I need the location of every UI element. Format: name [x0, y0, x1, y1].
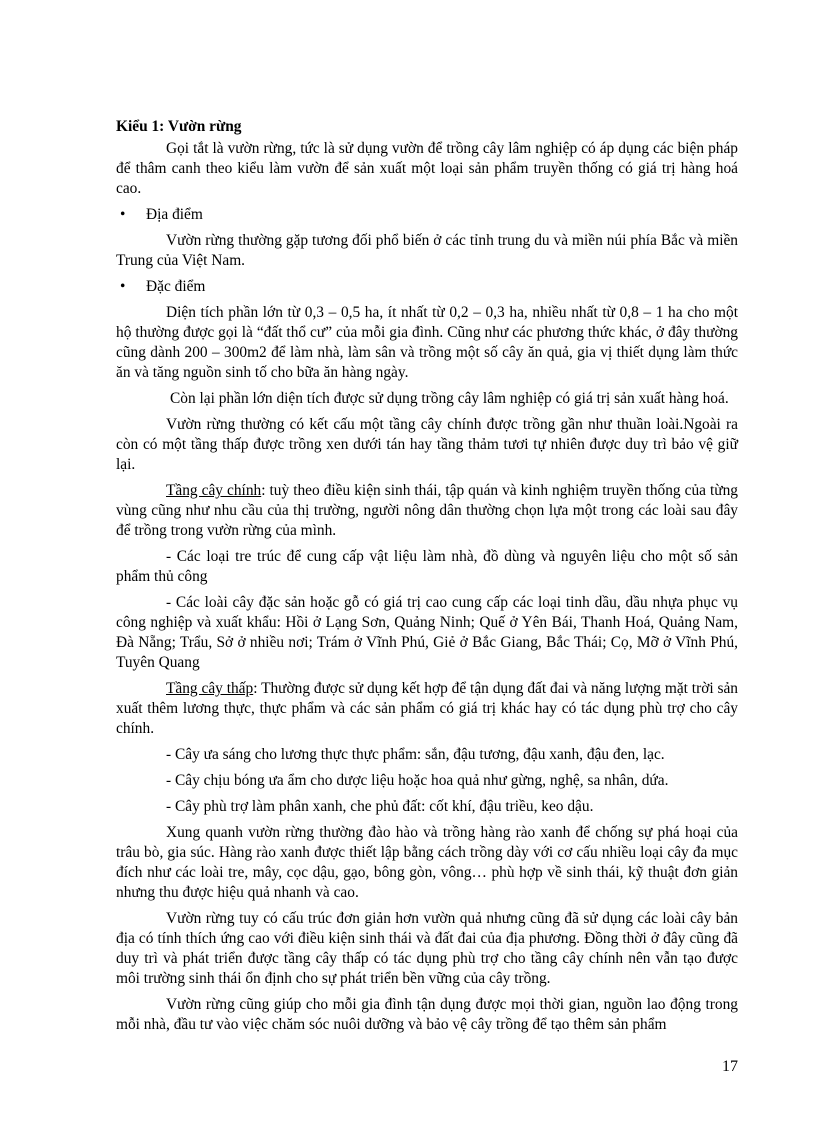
page-number: 17	[722, 1058, 738, 1075]
intro-paragraph: Gọi tắt là vườn rừng, tức là sử dụng vườn để trồng cây lâm nghiệp có áp dụng các biện pháp để thâm canh theo kiểu làm vườn để sản xuất một loại sản phẩm truyền thống có giá trị hàng hoá cao.	[116, 140, 738, 197]
low-layer-item-3: - Cây phù trợ làm phân xanh, che phủ đất: cốt khí, đậu triều, keo dậu.	[166, 798, 594, 815]
closing-paragraph-3: Vườn rừng cũng giúp cho mỗi gia đình tận dụng được mọi thời gian, nguồn lao động trong mỗi nhà, đầu tư vào việc chăm sóc nuôi dưỡng và bảo vệ cây trồng để tạo thêm sản phẩm	[116, 996, 738, 1033]
low-layer-text: : Thường được sử dụng kết hợp để tận dụng đất đai và năng lượng mặt trời sản xuất thêm lương thực, thực phẩm và các sản phẩm có giá trị khác hay có tác dụng phù trợ cho cây chính.	[116, 680, 738, 737]
features-paragraph-2: Còn lại phần lớn diện tích được sử dụng trồng cây lâm nghiệp có giá trị sản xuất hàng hoá.	[170, 390, 729, 407]
low-layer-item-2: - Cây chịu bóng ưa ẩm cho dược liệu hoặc hoa quả như gừng, nghệ, sa nhân, dứa.	[166, 772, 669, 789]
bullet-icon: •	[120, 206, 126, 223]
main-layer-item-2: - Các loài cây đặc sản hoặc gỗ có giá trị cao cung cấp các loại tinh dầu, dầu nhựa phục vụ công nghiệp và xuất khẩu: Hồi ở Lạng Sơn, Quảng Ninh; Quế ở Yên Bái, Thanh Hoá, Quảng Nam, Đà Nẵng; Trẩu, Sở ở nhiều nơi; Trám ở Vĩnh Phú, Giẻ ở Bắc Giang, Bắc Thái; Cọ, Mỡ ở Vĩnh Phú, Tuyên Quang	[116, 594, 738, 671]
main-layer-text: : tuỳ theo điều kiện sinh thái, tập quán và kinh nghiệm truyền thống của từng vùng cũng như nhu cầu của thị trường, người nông dân thường chọn lựa một trong các loài sau đây để trồng trong vườn rừng của mình.	[116, 482, 739, 539]
bullet-icon: •	[120, 278, 126, 295]
main-layer-label: Tầng cây chính	[166, 482, 262, 499]
low-layer-paragraph	[116, 679, 738, 739]
low-layer-item-1: - Cây ưa sáng cho lương thực thực phẩm: sắn, đậu tương, đậu xanh, đậu đen, lạc.	[166, 746, 665, 763]
section-heading: Kiểu 1: Vườn rừng	[116, 118, 242, 135]
low-layer-label: Tầng cây thấp	[166, 680, 254, 697]
main-layer-paragraph	[116, 481, 738, 541]
page-content	[116, 117, 738, 1041]
bullet-features	[116, 277, 738, 297]
bullet-location-label: Địa điểm	[146, 206, 203, 223]
features-paragraph-3: Vườn rừng thường có kết cấu một tầng cây chính được trồng gần như thuần loài.Ngoài ra còn có một tầng thấp được trồng xen dưới tán hay tầng thảm tươi tự nhiên được duy trì bảo vệ giữ lại.	[116, 416, 738, 473]
features-paragraph-1: Diện tích phần lớn từ 0,3 – 0,5 ha, ít nhất từ 0,2 – 0,3 ha, nhiều nhất từ 0,8 – 1 ha cho một hộ thường được gọi là “đất thổ cư” của mỗi gia đình. Cũng như các phương thức khác, ở đây thường cũng dành 200 – 300m2 để làm nhà, làm sân và trồng một số cây ăn quả, gia vị thiết dụng làm thức ăn và tăng nguồn sinh tố cho bữa ăn hàng ngày.	[116, 304, 738, 381]
bullet-location	[116, 205, 738, 225]
closing-paragraph-1: Xung quanh vườn rừng thường đào hào và trồng hàng rào xanh để chống sự phá hoại của trâu bò, gia súc. Hàng rào xanh được thiết lập bằng cách trồng dày với cơ cấu nhiều loại cây đa mục đích như các loài tre, mây, cọc dậu, gạo, bông gòn, vông… phù hợp về sinh thái, kỹ thuật đơn giản nhưng thu được hiệu quả nhanh và cao.	[116, 824, 738, 901]
location-paragraph: Vườn rừng thường gặp tương đối phổ biến ở các tỉnh trung du và miền núi phía Bắc và miền Trung của Việt Nam.	[116, 232, 738, 269]
main-layer-item-1: - Các loại tre trúc để cung cấp vật liệu làm nhà, đồ dùng và nguyên liệu cho một số sản phẩm thủ công	[116, 548, 738, 585]
closing-paragraph-2: Vườn rừng tuy có cấu trúc đơn giản hơn vườn quả nhưng cũng đã sử dụng các loài cây bản địa có tính thích ứng cao với điều kiện sinh thái và đất đai của địa phương. Đồng thời ở đây cũng đã duy trì và phát triển được tầng cây thấp có tác dụng phù trợ cho tầng cây chính nên vẫn tạo được môi trường sinh thái ổn định cho sự phát triển bền vững của cây trồng.	[116, 910, 738, 987]
bullet-features-label: Đặc điểm	[146, 278, 206, 295]
